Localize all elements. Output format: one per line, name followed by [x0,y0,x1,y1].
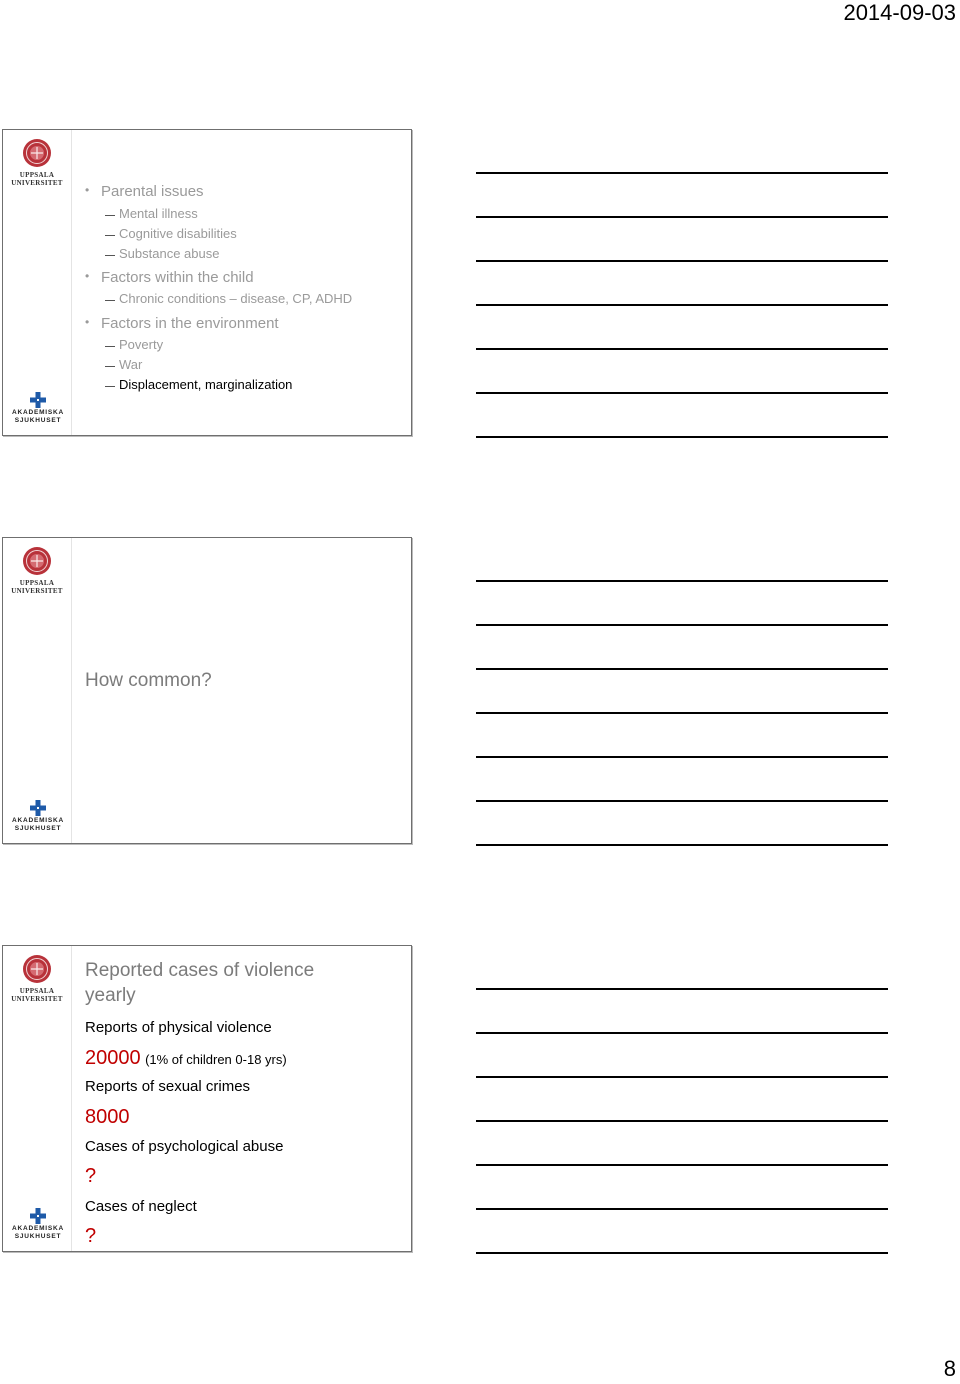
akademiska-sjukhuset-logo [9,1208,67,1241]
sub-bullet-item: Displacement, marginalization [85,377,292,392]
stat-value: 8000 [85,1106,130,1128]
akademiska-sjukhuset-logo [9,800,67,833]
note-line [476,1032,888,1034]
slide-2 [2,537,412,844]
stat-value: ? [85,1225,97,1247]
slide-title: How common? [85,670,212,691]
hospital-cross-icon [30,800,46,816]
note-line [476,580,888,582]
stat-label: Cases of neglect [85,1198,197,1215]
stat-label: Cases of psychological abuse [85,1138,284,1155]
logo-text-top-2: UNIVERSITET [11,995,63,1003]
bullet-item: • Factors in the environment [85,315,279,332]
logo-text-bottom-2: SJUKHUSET [14,1233,62,1240]
note-line [476,844,888,846]
stat-value: 20000 [85,1047,141,1069]
note-line [476,668,888,670]
note-line [476,712,888,714]
slide-sidebar [3,130,72,435]
slide-sidebar [3,946,72,1251]
akademiska-sjukhuset-logo [9,392,67,425]
bullet-item: • Parental issues [85,183,204,200]
note-line [476,436,888,438]
note-line [476,1208,888,1210]
slide-3 [2,945,412,1252]
hospital-cross-icon [30,1208,46,1224]
university-seal-icon [22,546,52,576]
logo-text-top-2: UNIVERSITET [11,179,63,187]
university-seal-icon [22,954,52,984]
note-line [476,1164,888,1166]
logo-text-bottom-1: AKADEMISKA [11,817,65,824]
note-line [476,624,888,626]
bullet-item: • Factors within the child [85,269,254,286]
uppsala-university-logo [11,954,63,1003]
note-line [476,988,888,990]
uppsala-university-logo [11,546,63,595]
page-number: 8 [943,1356,956,1381]
slide-title: Reported cases of violence yearly [85,960,315,1006]
logo-text-top-1: UPPSALA [19,171,55,179]
slide-content [85,130,403,435]
note-line [476,392,888,394]
note-line [476,1120,888,1122]
note-line [476,172,888,174]
sub-bullet-item: Cognitive disabilities [85,226,237,241]
stat-value: ? [85,1165,97,1187]
note-line [476,348,888,350]
sub-bullet-item: Substance abuse [85,246,219,261]
note-line [476,1252,888,1254]
logo-text-top-2: UNIVERSITET [11,587,63,595]
note-line [476,756,888,758]
stat-label: Reports of physical violence [85,1019,272,1036]
note-line [476,800,888,802]
logo-text-bottom-1: AKADEMISKA [11,409,65,416]
logo-text-bottom-2: SJUKHUSET [14,417,62,424]
sub-bullet-item: Chronic conditions – disease, CP, ADHD [85,291,352,306]
logo-text-bottom-2: SJUKHUSET [14,825,62,832]
logo-text-top-1: UPPSALA [19,579,55,587]
stat-row [85,1047,287,1070]
note-line [476,216,888,218]
logo-text-top-1: UPPSALA [19,987,55,995]
slide-content [85,538,403,843]
sub-bullet-item: Mental illness [85,206,198,221]
page-date: 2014-09-03 [843,0,956,25]
hospital-cross-icon [30,392,46,408]
stat-note: (1% of children 0-18 yrs) [145,1052,287,1067]
note-line [476,1076,888,1078]
slide-sidebar [3,538,72,843]
stat-label: Reports of sexual crimes [85,1078,251,1095]
slide-1 [2,129,412,436]
university-seal-icon [22,138,52,168]
note-line [476,260,888,262]
sub-bullet-item: Poverty [85,337,163,352]
uppsala-university-logo [11,138,63,187]
note-line [476,304,888,306]
logo-text-bottom-1: AKADEMISKA [11,1225,65,1232]
sub-bullet-item: War [85,357,142,372]
slide-content [85,946,403,1251]
